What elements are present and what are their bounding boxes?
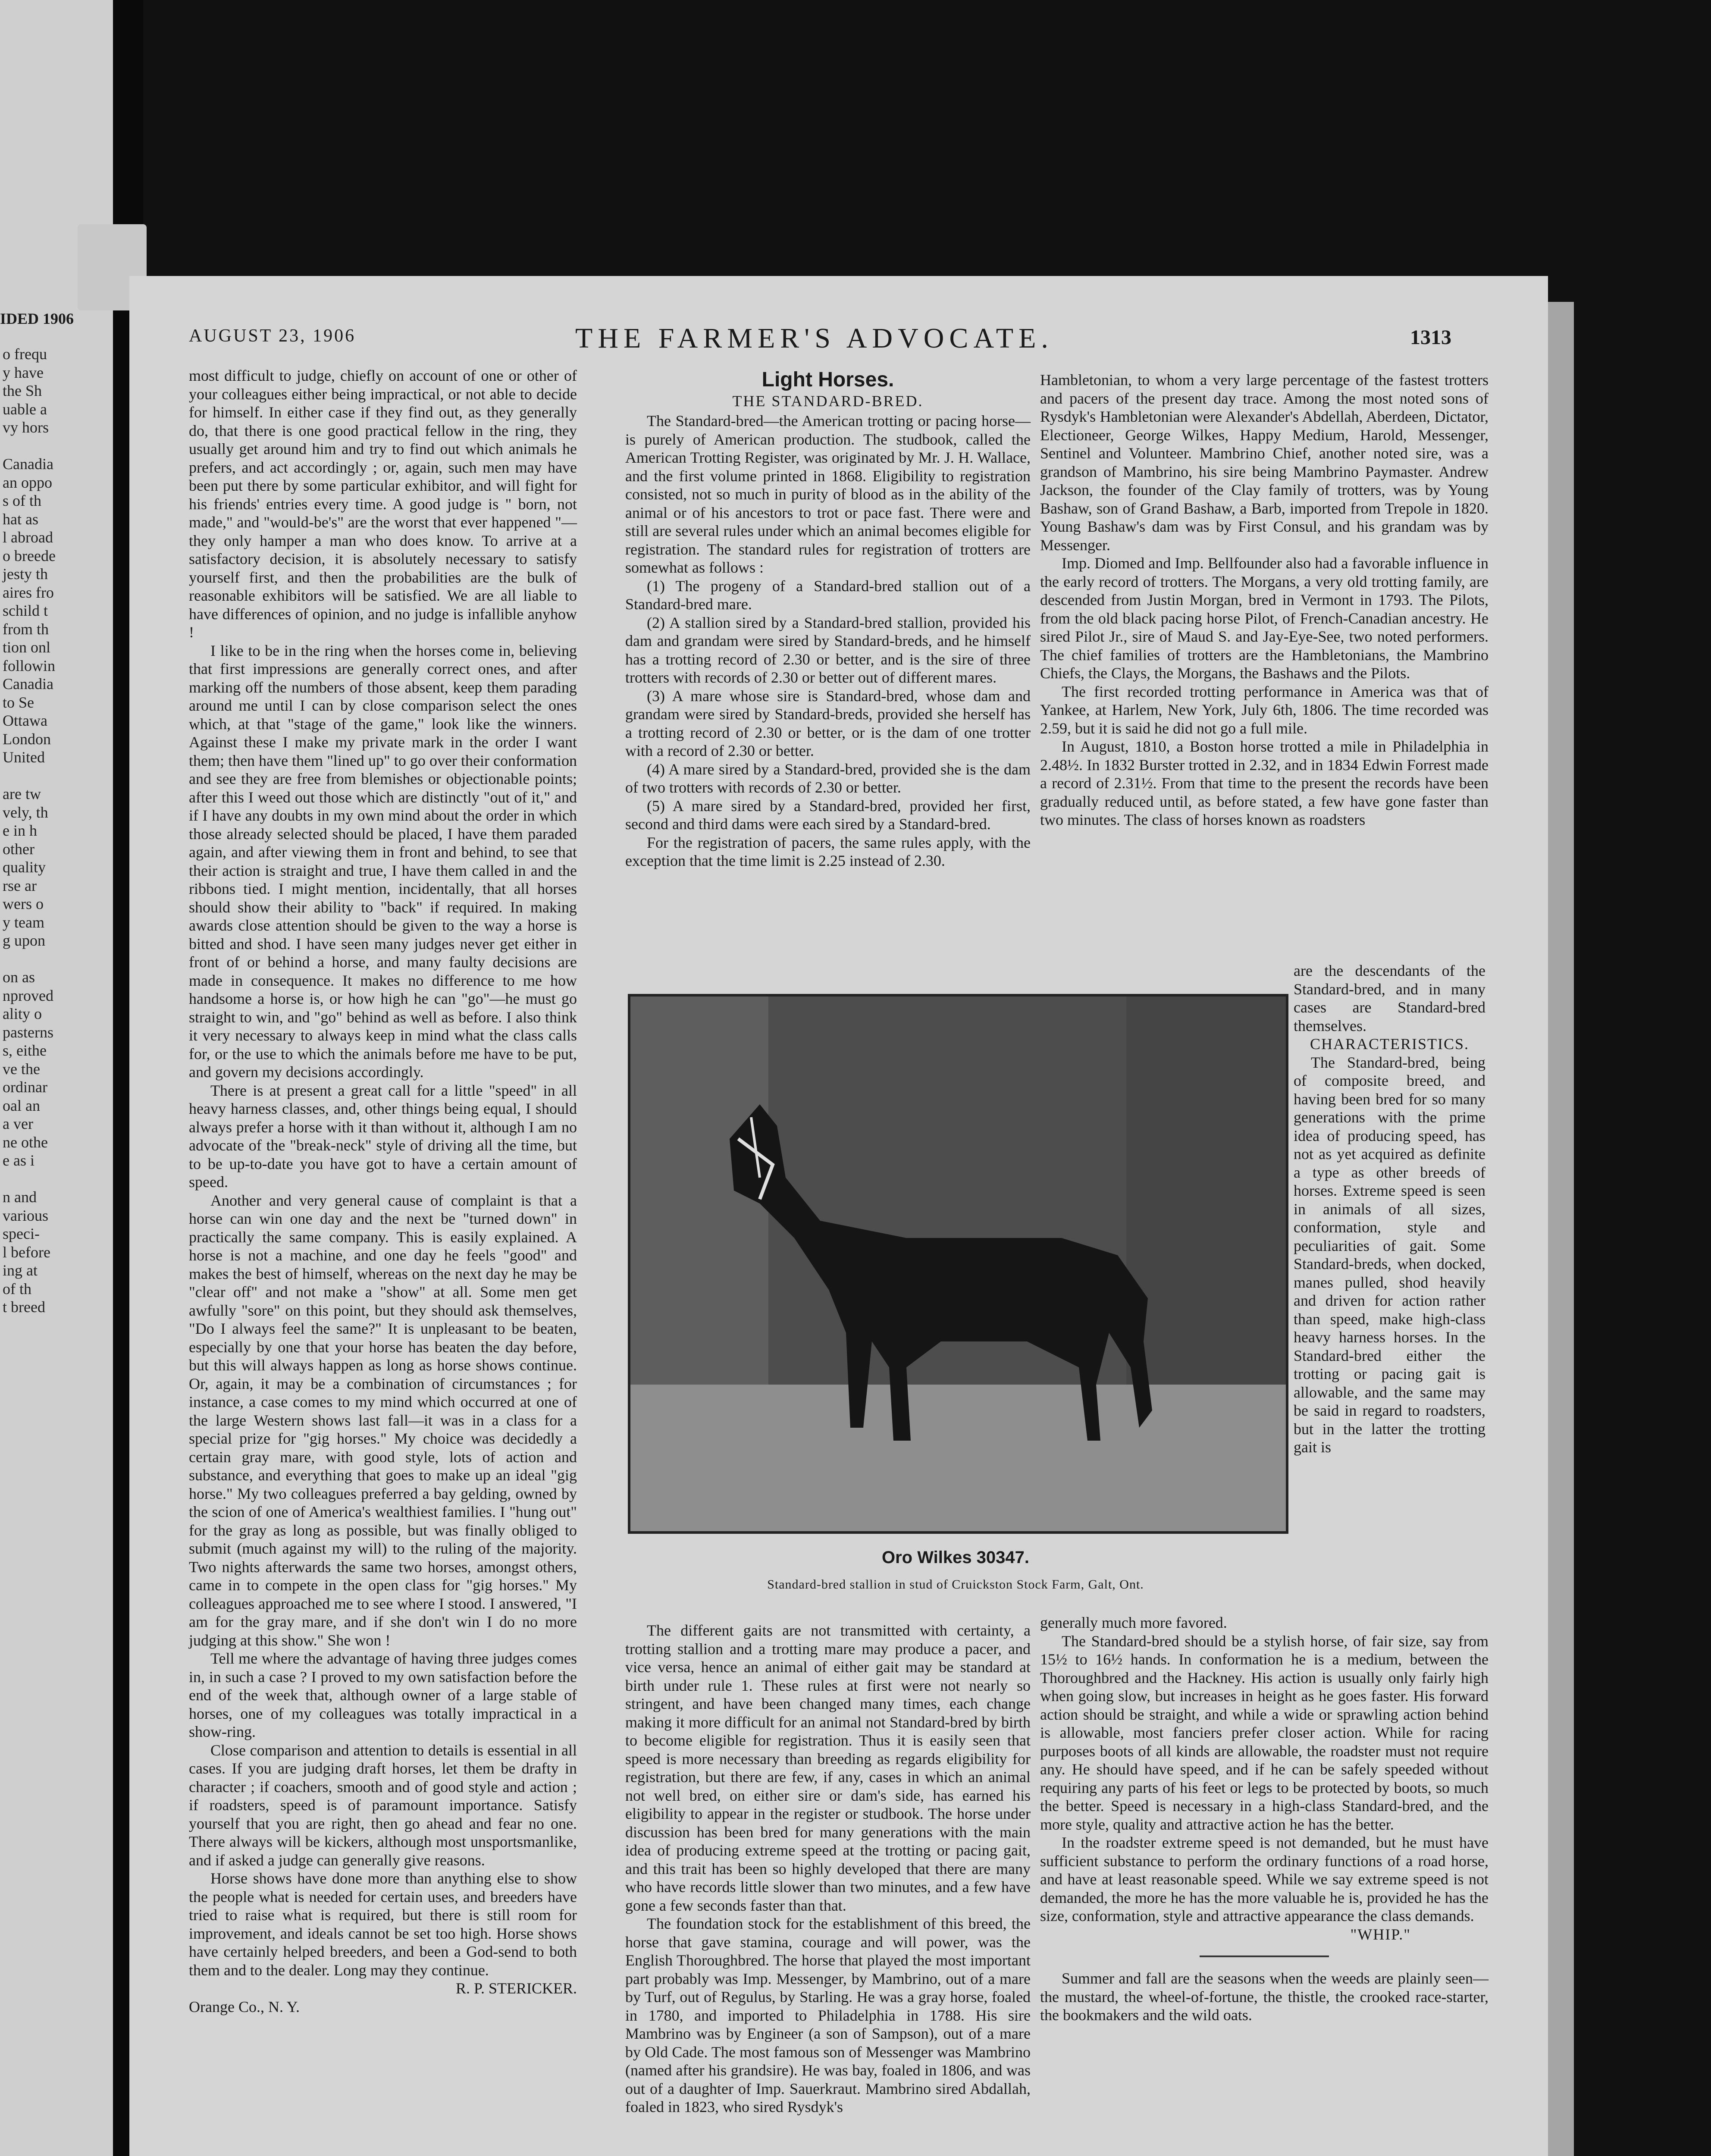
- previous-page-line: a ver: [3, 1115, 33, 1132]
- previous-page-line: uable a: [3, 400, 47, 418]
- previous-page-line: Canadia: [3, 455, 53, 473]
- previous-page-line: tion onl: [3, 639, 51, 656]
- article-paragraph: The foundation stock for the establishment of this breed, the horse that gave stamina, courage and will power, was the English Thoroughbred. The horse that played the most important part probably was Imp. Messenger, by Mambrino, out of a mare by Turf, out of Regulus, by Starling. He was a gray horse, foaled in 1780, and imported to Philadelphia in 1788. His sire Mambrino was by Engineer (a son of Sampson), out of a mare by Old Cade. The most famous son of Messenger was Mambrino (named after his grandsire). He was bay, foaled in 1806, and was out of a daughter of Imp. Sauerkraut. Mambrino sired Abdallah, foaled in 1823, who sired Rysdyk's: [625, 1915, 1031, 2115]
- author-signoff: "WHIP.": [1350, 1925, 1411, 1943]
- previous-page-line: Canadia: [3, 675, 53, 693]
- previous-page-line: ing at: [3, 1262, 38, 1279]
- previous-page-line: other: [3, 840, 34, 858]
- previous-page-line: on as: [3, 968, 35, 986]
- issue-date: AUGUST 23, 1906: [189, 326, 356, 346]
- previous-page-line: o breede: [3, 547, 56, 564]
- section-heading: CHARACTERISTICS.: [1310, 1035, 1470, 1053]
- article-paragraph: (5) A mare sired by a Standard-bred, provided her first, second and third dams were each sired by a Standard-bred.: [625, 797, 1031, 833]
- previous-page-header: IDED 1906: [0, 310, 74, 327]
- photo-subcaption: Standard-bred stallion in stud of Cruickston Stock Farm, Galt, Ont.: [767, 1577, 1144, 1592]
- article-paragraph: Hambletonian, to whom a very large percentage of the fastest trotters and pacers of the present day trace. Among the most noted sons of Rysdyk's Hambletonian were Alexander's Abdellah, Aberdeen, Dictator, Electioneer, George Wilkes, Happy Medium, Harold, Messenger, Sentinel and Volunteer. Mambrino Chief, another noted sire, was a grandson of Mambrino, his sire being Mambrino Paymaster. Andrew Jackson, the founder of the Clay family of trotters, was by Young Bashaw, son of Grand Bashaw, a Barb, imported from Trepole in 1820. Young Bashaw's dam was by First Consul, and his grandam was by Messenger.: [1040, 371, 1489, 554]
- previous-page-line: oal an: [3, 1097, 40, 1114]
- previous-page-line: o frequ: [3, 345, 47, 363]
- previous-page-line: s of th: [3, 492, 41, 509]
- author-signature: R. P. STERICKER.: [455, 1980, 577, 1997]
- article-paragraph: Imp. Diomed and Imp. Bellfounder also had a favorable influence in the early record of trotters. The Morgans, a very old trotting family, are descended from Justin Morgan, bred in Vermont in 1793. The Pilots, from the old black pacing horse Pilot, of French-Canadian ancestry. He sired Pilot Jr., sire of Maud S. and Jay-Eye-See, two noted performers. The chief families of trotters are the Hambletonians, the Mambrino Chiefs, the Clays, the Morgans, the Bashaws and the Pilots.: [1040, 555, 1489, 682]
- previous-page-line: vely, th: [3, 803, 48, 821]
- previous-page-line: y team: [3, 913, 44, 931]
- article-column-3: [1040, 371, 1489, 829]
- previous-page-line: London: [3, 730, 51, 748]
- previous-page-line: are tw: [3, 785, 41, 802]
- previous-page-line: e in h: [3, 822, 37, 839]
- author-location: Orange Co., N. Y.: [189, 1998, 300, 2015]
- previous-page-line: to Se: [3, 693, 34, 711]
- previous-page-line: [3, 950, 110, 968]
- previous-page-line: l before: [3, 1243, 50, 1261]
- page-number: 1313: [1410, 326, 1451, 349]
- article-paragraph: (1) The progeny of a Standard-bred stallion out of a Standard-bred mare.: [625, 577, 1031, 613]
- previous-page-line: s, eithe: [3, 1042, 47, 1059]
- article-paragraph: The Standard-bred—the American trotting or pacing horse—is purely of American production. The studbook, called the American Trotting Register, was originated by Mr. J. H. Wallace, and the first volume printed in 1868. Eligibility to registration consisted, not so much in purity of blood as in the ability of the animal or of his ancestors to trot or pace fast. There were and still are several rules under which an animal becomes eligible for registration. The standard rules for registration of trotters are somewhat as follows :: [625, 412, 1031, 576]
- article-paragraph: The first recorded trotting performance in America was that of Yankee, at Harlem, New York, July 6th, 1806. The time recorded was 2.59, but it is said he did not go a full mile.: [1040, 683, 1489, 737]
- previous-page-line: ne othe: [3, 1133, 48, 1151]
- article-paragraph: are the descendants of the Standard-bred, and in many cases are Standard-bred themselves.: [1294, 962, 1485, 1034]
- light-horses-article: [625, 368, 1031, 870]
- previous-page-line: United: [3, 749, 45, 766]
- article-paragraph: Close comparison and attention to details is essential in all cases. If you are judging draft horses, let them be drafty in character ; if coachers, smooth and of good style and action ; if roadsters, speed is of paramount importance. Satisfy yourself that you are right, then go ahead and fear no one. There always will be kickers, although most unsportsmanlike, and if asked a judge can generally give reasons.: [189, 1741, 577, 1869]
- article-column-3-continued: [1040, 1614, 1489, 2024]
- previous-page-line: jesty th: [3, 565, 48, 583]
- previous-page-line: [3, 1170, 110, 1188]
- previous-page-line: e as i: [3, 1152, 34, 1169]
- previous-page-line: rse ar: [3, 877, 37, 894]
- characteristics-section: [1294, 962, 1485, 1457]
- article-paragraph: I like to be in the ring when the horses come in, believing that first impressions are generally correct ones, and after marking off the numbers of those absent, keep them parading around me until I can by close comparison select the ones which, at that "stage of the game," look like the winners. Against these I make my private mark in the order I want them; then have them "lined up" to go over their conformation and see they are free from blemishes or objectionable points; after this I weed out those which are distinctly "out of it," and if I have any doubts in my own mind about the order in which those already selected should be placed, I have them paraded again, and after viewing them in front and behind, to see that their action is straight and true, I have them called in and the ribbons tied. I might mention, incidentally, that all horses should show their ability to "back" if required. In making awards close attention should be given to the way a horse is bitted and shod. I have seen many judges never get either in front of or behind a horse, and many faulty decisions are made in consequence. It makes no difference to me how handsome a horse is, or how high he can "go"—he must go straight to win, and "go" behind as well as before. I also think it very necessary to always keep in mind what the class calls for, or the use to which the animals before me have to be put, and govern my decisions accordingly.: [189, 642, 577, 1081]
- horse-photograph: [628, 994, 1288, 1534]
- masthead-title: THE FARMER'S ADVOCATE.: [575, 323, 1053, 354]
- article-paragraph: (3) A mare whose sire is Standard-bred, whose dam and grandam were sired by Standard-breds, provided she herself has a trotting record of 2.30 or better, or is the dam of one trotter with a record of 2.30 or better.: [625, 687, 1031, 759]
- previous-page-line: speci-: [3, 1225, 40, 1242]
- previous-page-line: the Sh: [3, 382, 42, 399]
- previous-page-line: [3, 767, 110, 785]
- previous-page-line: of th: [3, 1280, 31, 1297]
- previous-page-line: ality o: [3, 1005, 42, 1022]
- previous-page-line: from th: [3, 620, 49, 638]
- previous-page-line: followin: [3, 657, 55, 674]
- previous-page-line: quality: [3, 859, 46, 876]
- article-paragraph: (2) A stallion sired by a Standard-bred stallion, provided his dam and grandam were sired by Standard-breds, and he himself has a trotting record of 2.30 or better, and is the sire of three trotters with records of 2.30 or better out of different mares.: [625, 614, 1031, 686]
- previous-page-line: l abroad: [3, 529, 53, 546]
- article-subheading: THE STANDARD-BRED.: [732, 392, 924, 410]
- article-heading: Light Horses.: [761, 368, 894, 391]
- section-divider: [1200, 1955, 1329, 1957]
- previous-page-line: nproved: [3, 987, 53, 1004]
- article-paragraph: generally much more favored.: [1040, 1614, 1227, 1631]
- page-edge-shadow: [1548, 302, 1574, 2156]
- previous-page-line: y have: [3, 364, 44, 381]
- previous-page-text: [3, 345, 110, 1316]
- previous-page-line: aires fro: [3, 583, 54, 601]
- previous-page-line: hat as: [3, 510, 38, 528]
- article-paragraph: (4) A mare sired by a Standard-bred, provided she is the dam of two trotters with records of 2.30 or better.: [625, 760, 1031, 796]
- previous-page-line: wers o: [3, 895, 44, 912]
- article-paragraph: In August, 1810, a Boston horse trotted a mile in Philadelphia in 2.48½. In 1832 Burster trotted in 2.32, and in 1834 Edwin Forrest made a record of 2.31½. From that time to the present the records have been gradually reduced until, as before stated, a few have gone faster than two minutes. The class of horses known as roadsters: [1040, 738, 1489, 828]
- article-paragraph: Tell me where the advantage of having three judges comes in, in such a case ? I proved to my own satisfaction before the end of the week that, although owner of a large stable of horses, one of my colleagues was totally impractical in a show-ring.: [189, 1650, 577, 1740]
- article-paragraph: The Standard-bred, being of composite breed, and having been bred for so many generations with the prime idea of producing speed, has not as yet acquired as definite a type as other breeds of horses. Extreme speed is seen in animals of all sizes, conformation, style and peculiarities of gait. Some Standard-breds, when docked, manes pulled, shod heavily and driven for action rather than speed, make high-class heavy harness horses. In the Standard-bred either the trotting or pacing gait is allowable, and the same may be said in regard to roadsters, but in the latter the trotting gait is: [1294, 1053, 1485, 1456]
- article-paragraph: For the registration of pacers, the same rules apply, with the exception that the time limit is 2.25 instead of 2.30.: [625, 834, 1031, 869]
- previous-page-line: g upon: [3, 932, 45, 949]
- horse-illustration: [630, 997, 1286, 1531]
- previous-page-line: Ottawa: [3, 712, 47, 729]
- previous-page-line: vy hors: [3, 419, 49, 436]
- previous-page-line: an oppo: [3, 473, 52, 491]
- article-column-1: [189, 367, 577, 2016]
- article-paragraph: Horse shows have done more than anything else to show the people what is needed for certain uses, and breeders have tried to raise what is required, but there is still room for improvement, and ideals cannot be set too high. Horse shows have certainly helped breeders, and been a God-send to both them and to the dealer. Long may they continue.: [189, 1870, 577, 1979]
- closing-paragraph: Summer and fall are the seasons when the weeds are plainly seen—the mustard, the wheel-of-fortune, the thistle, the crooked race-starter, the bookmakers and the wild oats.: [1040, 1970, 1489, 2024]
- previous-page-line: pasterns: [3, 1023, 53, 1041]
- page-header: [0, 323, 1711, 360]
- previous-page-line: t breed: [3, 1298, 45, 1316]
- article-paragraph: In the roadster extreme speed is not demanded, but he must have sufficient substance to perform the ordinary functions of a road horse, and have at least reasonable speed. While we say extreme speed is not demanded, the more he has the more valuable he is, provided he has the size, conformation, style and attractive appearance the class demands.: [1040, 1834, 1489, 1924]
- article-paragraph: There is at present a great call for a little "speed" in all heavy harness classes, and, other things being equal, I should always prefer a horse with it than without it, although I am no advocate of the "break-neck" style of driving all the time, but to be up-to-date you have got to have a certain amount of speed.: [189, 1081, 577, 1191]
- article-paragraph: most difficult to judge, chiefly on account of one or other of your colleagues either being impractical, or not able to decide for himself. In either case if they find out, as they generally do, that there is one good practical fellow in the ring, they usually get around him and try to find out which animals he prefers, and act accordingly ; or, again, such men may have been put there by some particular exhibitor, and will fight for his friends' entries every time. A good judge is " born, not made," and "would-be's" are the worst that ever happened "—they only hamper a man who does know. To arrive at a satisfactory decision, it is absolutely necessary to satisfy yourself first, and then the probabilities are the bulk of reasonable exhibitors will be satisfied. We are all liable to have differences of opinion, and no judge is infallible anyhow !: [189, 367, 577, 641]
- previous-page-line: ordinar: [3, 1078, 47, 1096]
- article-paragraph: The different gaits are not transmitted with certainty, a trotting stallion and a trotting mare may produce a pacer, and vice versa, hence an animal of either gait may be standard at birth under rule 1. These rules at first were not nearly so stringent, and have been changed many times, each change making it more difficult for an animal not Standard-bred by birth to become eligible for registration. Thus it is easily seen that speed is more necessary than breeding as regards eligibility for registration, but there are few, if any, cases in which an animal not well bred, on either sire or dam's side, has earned his eligibility to appear in the register or studbook. The horse under discussion has been bred for many generations with the main idea of producing extreme speed at the trotting or pacing gait, and this trait has been so highly developed that there are many who have records little slower than two minutes, and a few have gone a few seconds faster than that.: [625, 1622, 1031, 1914]
- article-paragraph: The Standard-bred should be a stylish horse, of fair size, say from 15½ to 16½ hands. In conformation he is a medium, between the Thoroughbred and the Hackney. His action is usually only fairly high when going slow, but increases in height as he goes faster. His forward action should be straight, and while a wide or sprawling action behind is allowable, most fanciers prefer closer action. While for racing purposes boots of all kinds are allowable, the roadster must not require any. He should have speed, and if he can be safely speeded without requiring any parts of his feet or legs to be protected by boots, so much the better. Speed is necessary in a high-class Standard-bred, and the more style, quality and attractive action he has the better.: [1040, 1632, 1489, 1833]
- photo-caption: Oro Wilkes 30347.: [881, 1548, 1030, 1567]
- previous-page-line: various: [3, 1206, 48, 1224]
- article-paragraph: Another and very general cause of complaint is that a horse can win one day and the next be "turned down" in practically the same company. This is easily explained. A horse is not a machine, and one day he feels "good" and makes the best of himself, whereas on the next day he may be "clear off" and not make a "show" at all. Some men get awfully "sore" on this point, but they should ask themselves, "Do I always feel the same?" It is unpleasant to be beaten, especially by one that your horse has beaten the day before, but this will always happen as long as horse shows continue. Or, again, it may be a combination of circumstances ; for instance, a case comes to my mind which occurred at one of the large Western shows last fall—it was in a class for a special prize for "gig horses." My choice was decidedly a certain gray mare, with good style, lots of action and substance, and everything that goes to make up an ideal "gig horse." My two colleagues preferred a bay gelding, owned by the scion of one of America's wealthiest families. I "hung out" for the gray as long as possible, but was finally obliged to submit (much against my will) to the ruling of the majority. Two nights afterwards the same two horses, amongst others, came in to compete in the open class for "gig horses." My colleagues approached me to see where I stood. I answered, "I am for the gray mare, and if she don't win I do no more judging at this show." She won !: [189, 1191, 577, 1649]
- article-column-2-continued: [625, 1621, 1031, 2116]
- previous-page-line: schild t: [3, 602, 48, 619]
- previous-page-line: [3, 437, 110, 455]
- previous-page-line: n and: [3, 1188, 37, 1206]
- previous-page-line: ve the: [3, 1060, 40, 1078]
